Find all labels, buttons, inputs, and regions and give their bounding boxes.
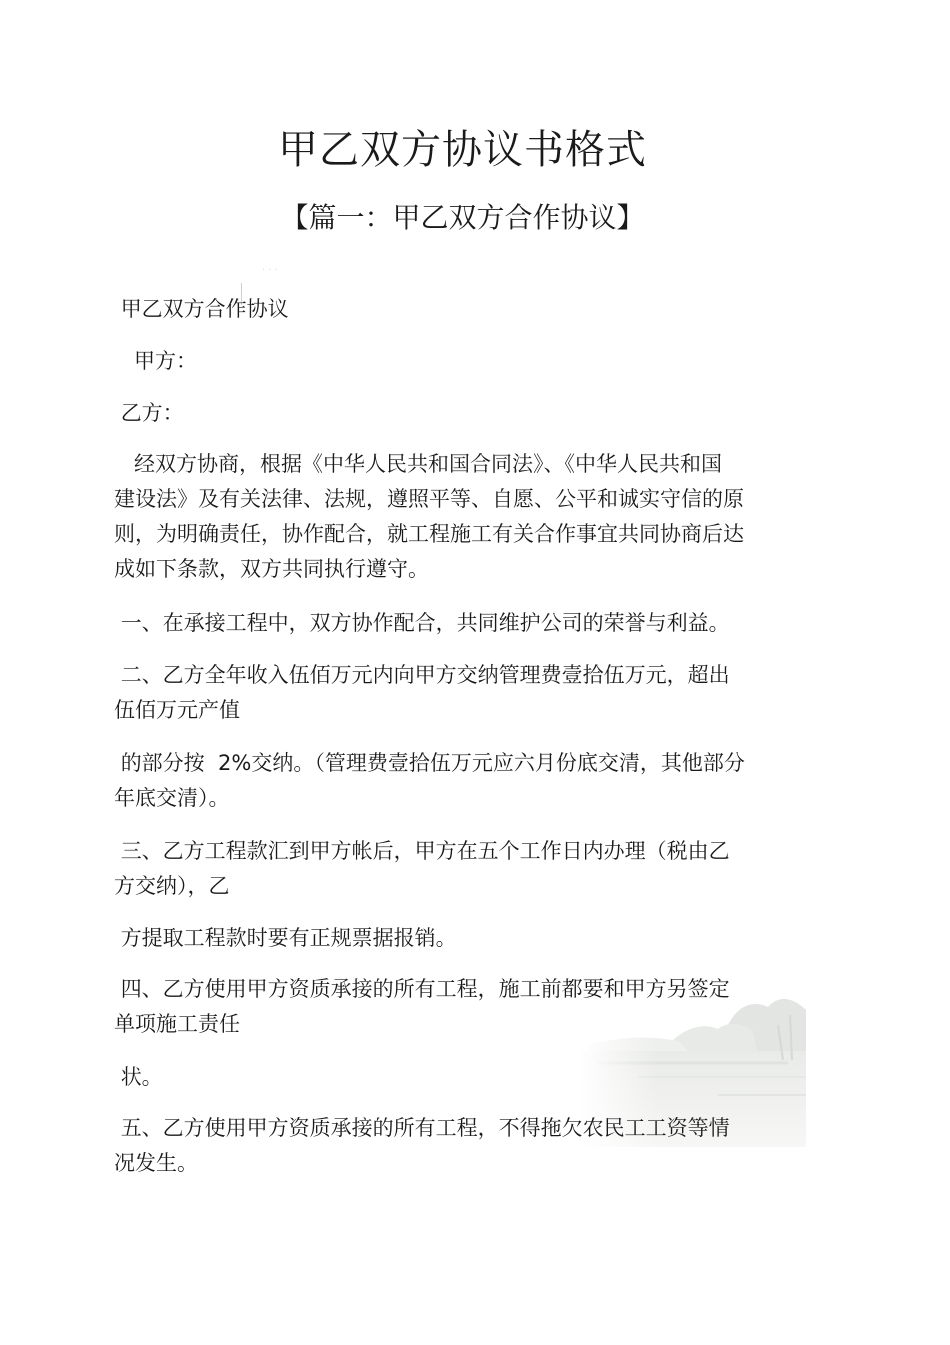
clause-4: 四、乙方使用甲方资质承接的所有工程，施工前都要和甲方另签定 单项施工责任 — [114, 977, 730, 1036]
clause-2-continued: 的部分按 2%交纳。（管理费壹拾伍万元应六月份底交清，其他部分 年底交清）。 — [114, 751, 745, 810]
preamble-paragraph: 经双方协商，根据《中华人民共和国合同法》、《中华人民共和国 建设法》及有关法律、法规，遵照平等、自愿、公平和诚实守信的原 则，为明确责任，协作配合，就工程施工有关合作事宜共同协商后达 成如下条款，双方共同执行遵守。 — [114, 452, 744, 581]
clause-3: 三、乙方工程款汇到甲方帐后，甲方在五个工作日内办理（税由乙 方交纳），乙 — [114, 839, 730, 898]
clause-2: 二、乙方全年收入伍佰万元内向甲方交纳管理费壹拾伍万元，超出 伍佰万元产值 — [114, 663, 730, 722]
document-subtitle: 【篇一：甲乙双方合作协议】 — [280, 201, 645, 234]
clause-4-continued: 状。 — [114, 1065, 163, 1089]
faint-mark: · · · — [262, 265, 278, 276]
party-a-line: 甲方： — [114, 349, 198, 373]
party-b-line: 乙方： — [114, 401, 184, 425]
clause-5: 五、乙方使用甲方资质承接的所有工程，不得拖欠农民工工资等情 况发生。 — [114, 1116, 730, 1175]
clause-1: 一、在承接工程中，双方协作配合，共同维护公司的荣誉与利益。 — [114, 611, 730, 635]
agreement-heading: 甲乙双方合作协议 — [114, 297, 289, 321]
clause-3-continued: 方提取工程款时要有正规票据报销。 — [114, 926, 457, 950]
document-title: 甲乙双方协议书格式 — [278, 127, 647, 173]
